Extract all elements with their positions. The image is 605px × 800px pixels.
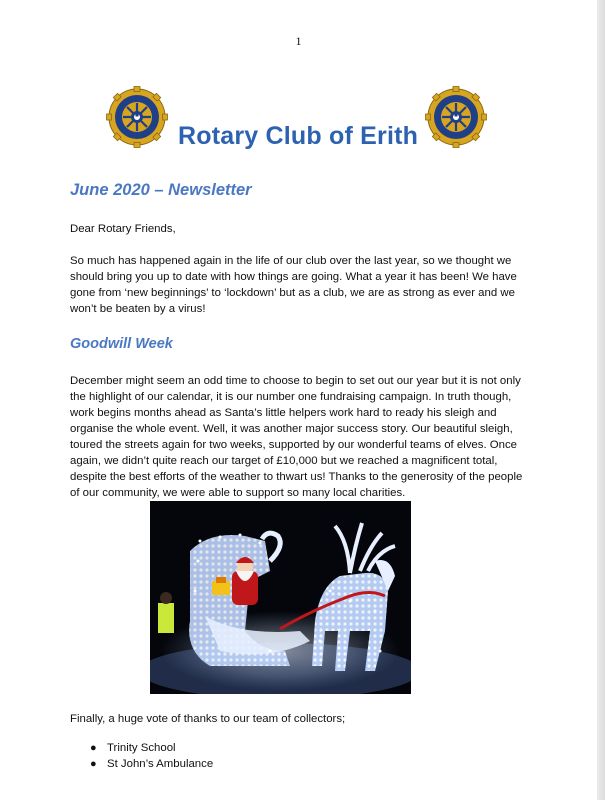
page-edge [597, 0, 605, 800]
bullet-icon: ● [90, 758, 97, 770]
bullet-icon: ● [90, 742, 97, 754]
collector-name: St John’s Ambulance [107, 758, 214, 770]
goodwill-heading: Goodwill Week [70, 336, 173, 352]
page-number: 1 [295, 34, 302, 48]
greeting: Dear Rotary Friends, [70, 223, 176, 235]
rotary-logo-left [106, 86, 168, 148]
intro-paragraph: So much has happened again in the life of our club over the last year, so we thought we should bring you up to date with how things are going. What a year it has been! We have gone from ‘new beginnings’ to ‘lockdown’ but as a club, we are as strong as ever and we won’t be beaten by a virus! [70, 255, 517, 315]
sleigh-illustration [150, 501, 411, 694]
list-item [88, 740, 213, 756]
goodwill-paragraph: December might seem an odd time to choose to begin to set out our year but it is not only the highlight of our calendar, it is our number one fundraising campaign. In truth though, work begins months ahead as Santa’s little helpers work hard to ready his sleigh and organise the whole event. Well, it was another major success story. Our beautiful sleigh, toured the streets again for two weeks, supported by our wonderful teams of elves. Once again, we didn’t quite reach our target of £10,000 but we reached a magnificent total, despite the best efforts of the weather to thwart us! Thanks to the generosity of the people of our community, we were able to support so many local charities. [70, 375, 523, 499]
closing-text: Finally, a huge vote of thanks to our team of collectors; [70, 713, 346, 725]
collector-name: Trinity School [107, 742, 176, 754]
newsletter-body [70, 178, 532, 517]
collectors-list [88, 740, 213, 772]
newsletter-title: June 2020 – Newsletter [70, 181, 252, 199]
list-item [88, 756, 213, 772]
sleigh-photo [150, 501, 411, 694]
masthead-title: Rotary Club of Erith [178, 122, 419, 150]
